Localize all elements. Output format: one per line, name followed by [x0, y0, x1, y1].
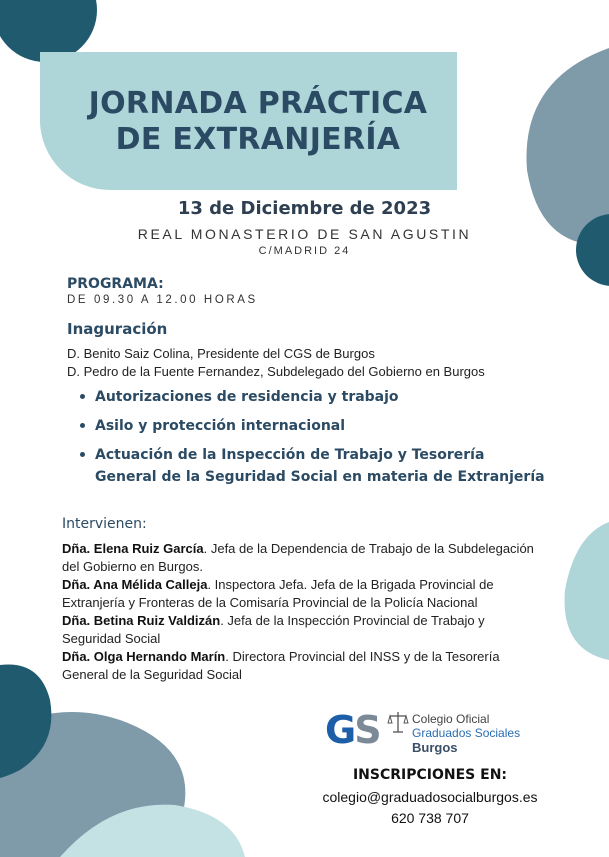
event-venue: REAL MONASTERIO DE SAN AGUSTIN [137, 226, 472, 242]
speaker-name: Dña. Elena Ruiz García [62, 541, 204, 556]
event-address: C/MADRID 24 [258, 245, 351, 257]
topics-list [80, 386, 550, 488]
topic-text: Autorizaciones de residencia y trabajo [95, 389, 399, 405]
topic-item [80, 415, 550, 437]
registration-phone: 620 738 707 [391, 810, 469, 826]
speaker-name: Dña. Ana Mélida Calleja [62, 577, 208, 592]
speaker-role: . Jefa de la Inspección Provincial de Trabajo y Seguridad Social [62, 613, 485, 646]
page-title [58, 86, 458, 158]
program-label: PROGRAMA: [67, 276, 164, 292]
logo-monogram [325, 710, 380, 750]
logo-line-3: Burgos [412, 740, 458, 755]
topic-item [80, 444, 550, 488]
registration-label: INSCRIPCIONES EN: [352, 767, 508, 783]
logo-letter-g: G [325, 708, 355, 752]
title-line-1: JORNADA PRÁCTICA [88, 86, 428, 121]
logo-line-2: Graduados Sociales [412, 726, 521, 740]
right-lower-blob [565, 522, 609, 660]
speakers-list [62, 540, 542, 684]
speaker-entry [62, 612, 542, 648]
topic-item [80, 386, 550, 408]
title-line-2: DE EXTRANJERÍA [115, 122, 401, 157]
bullet-icon [80, 423, 85, 428]
speaker-entry [62, 540, 542, 576]
inauguration-title: Inaguración [67, 320, 168, 338]
speaker-name: Dña. Olga Hernando Marín [62, 649, 226, 664]
registration-email-link[interactable]: colegio@graduadosocialburgos.es [322, 789, 538, 805]
speaker-role: . Directora Provincial del INSS y de la Tesorería General de la Seguridad Social [62, 649, 500, 682]
event-date: 13 de Diciembre de 2023 [177, 198, 432, 219]
speaker-entry [62, 576, 542, 612]
inauguration-line: D. Pedro de la Fuente Fernandez, Subdelegado del Gobierno en Burgos [67, 364, 485, 379]
college-logo [325, 710, 555, 756]
logo-letter-s: S [354, 708, 380, 752]
speaker-name: Dña. Betina Ruiz Valdizán [62, 613, 221, 628]
program-hours: DE 09.30 A 12.00 HORAS [67, 294, 258, 306]
topic-text: Asilo y protección internacional [95, 418, 346, 434]
speakers-label: Intervienen: [62, 516, 147, 532]
speaker-role: . Inspectora Jefa. Jefa de la Brigada Provincial de Extranjería y Fronteras de la Comisaría Provincial de la Policía Nacional [62, 577, 494, 610]
speaker-role: . Jefa de la Dependencia de Trabajo de la Subdelegación del Gobierno en Burgos. [62, 541, 534, 574]
bullet-icon [80, 394, 85, 399]
speaker-entry [62, 648, 542, 684]
topic-text: Actuación de la Inspección de Trabajo y Tesorería General de la Seguridad Social en materia de Extranjería [95, 447, 545, 485]
scales-of-justice-icon [387, 710, 409, 734]
logo-line-1: Colegio Oficial [412, 712, 490, 726]
bullet-icon [80, 452, 85, 457]
inauguration-line: D. Benito Saiz Colina, Presidente del CGS de Burgos [67, 346, 375, 361]
